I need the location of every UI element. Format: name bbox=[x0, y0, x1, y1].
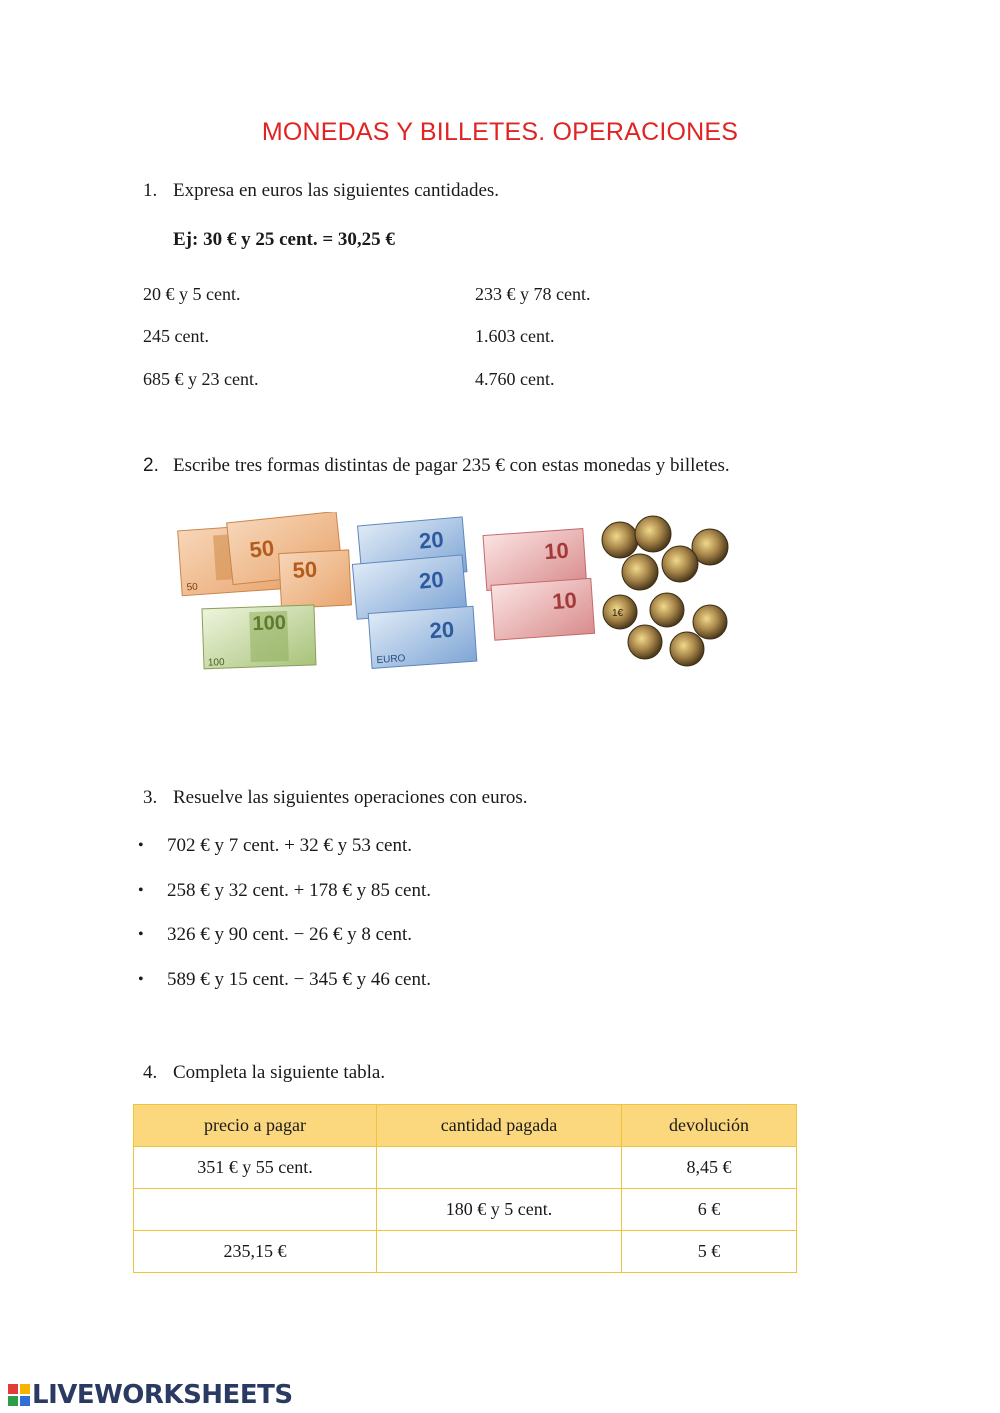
amount-item: 685 € y 23 cent. bbox=[143, 369, 259, 389]
question-1-number: 1. bbox=[143, 180, 158, 201]
question-4-text: Completa la siguiente tabla. bbox=[173, 1062, 386, 1083]
amount-item: 245 cent. bbox=[143, 326, 209, 346]
banknote-50 bbox=[279, 550, 352, 609]
coin-group-2euro bbox=[602, 516, 728, 590]
amount-item: 1.603 cent. bbox=[475, 326, 555, 346]
note-label: 50 bbox=[248, 535, 276, 563]
note-label: 20 bbox=[428, 616, 455, 644]
note-label: 100 bbox=[207, 657, 225, 669]
brand-name: LIVEWORKSHEETS bbox=[32, 1380, 293, 1410]
example: Ej: 30 € y 25 cent. = 30,25 € bbox=[173, 229, 395, 250]
table-cell: 235,15 € bbox=[134, 1231, 377, 1273]
amount-item: 20 € y 5 cent. bbox=[143, 284, 241, 304]
question-2-number: 2. bbox=[143, 455, 159, 476]
question-3-text: Resuelve las siguientes operaciones con euros. bbox=[173, 787, 528, 808]
table-header-row bbox=[134, 1105, 797, 1147]
table-row bbox=[134, 1231, 797, 1273]
money-illustration bbox=[175, 512, 735, 677]
table-cell: 8,45 € bbox=[622, 1147, 797, 1189]
operations-list bbox=[138, 828, 431, 1007]
page-title: MONEDAS Y BILLETES. OPERACIONES bbox=[261, 118, 739, 146]
coin bbox=[662, 546, 698, 582]
note-label: 50 bbox=[291, 556, 318, 583]
column-header: cantidad pagada bbox=[377, 1105, 622, 1147]
note-label: 10 bbox=[551, 587, 578, 615]
question-2 bbox=[143, 455, 730, 477]
banknote-20 bbox=[368, 606, 477, 668]
table-cell: 5 € bbox=[622, 1231, 797, 1273]
question-1 bbox=[143, 180, 499, 202]
liveworksheets-logo-icon bbox=[8, 1384, 30, 1406]
column-header: precio a pagar bbox=[134, 1105, 377, 1147]
list-item: • 589 € y 15 cent. − 345 € y 46 cent. bbox=[138, 969, 432, 991]
note-label: EURO bbox=[376, 653, 406, 667]
list-item: • 258 € y 32 cent. + 178 € y 85 cent. bbox=[138, 879, 432, 901]
banknote-100 bbox=[202, 605, 316, 669]
coin bbox=[628, 625, 662, 659]
question-1-text: Expresa en euros las siguientes cantidades. bbox=[173, 180, 500, 201]
note-label: 10 bbox=[543, 537, 570, 565]
coin bbox=[602, 522, 638, 558]
question-3 bbox=[143, 787, 528, 809]
banknote-10 bbox=[491, 578, 595, 640]
coin bbox=[670, 632, 704, 666]
note-label: 50 bbox=[186, 581, 199, 594]
answer-cell[interactable] bbox=[377, 1231, 622, 1273]
coin bbox=[693, 605, 727, 639]
table-row bbox=[134, 1189, 797, 1231]
note-label: 100 bbox=[252, 611, 287, 636]
coin bbox=[635, 516, 671, 552]
column-header: devolución bbox=[622, 1105, 797, 1147]
coin-label: 1€ bbox=[612, 608, 624, 619]
question-2-text: Escribe tres formas distintas de pagar 235 € con estas monedas y billetes. bbox=[173, 455, 730, 476]
question-4 bbox=[143, 1062, 385, 1084]
liveworksheets-logo[interactable] bbox=[8, 1380, 293, 1410]
table-cell: 180 € y 5 cent. bbox=[377, 1189, 622, 1231]
answer-cell[interactable] bbox=[134, 1189, 377, 1231]
question-3-number: 3. bbox=[143, 787, 158, 808]
note-label: 20 bbox=[418, 526, 445, 554]
table-cell: 351 € y 55 cent. bbox=[134, 1147, 377, 1189]
amount-item: 4.760 cent. bbox=[475, 369, 555, 389]
change-table bbox=[133, 1104, 797, 1273]
table-cell: 6 € bbox=[622, 1189, 797, 1231]
question-4-number: 4. bbox=[143, 1062, 158, 1083]
coin bbox=[650, 593, 684, 627]
list-item: • 702 € y 7 cent. + 32 € y 53 cent. bbox=[138, 835, 413, 856]
coin-group-1euro bbox=[603, 593, 727, 666]
table-row bbox=[134, 1147, 797, 1189]
list-item: • 326 € y 90 cent. − 26 € y 8 cent. bbox=[138, 924, 413, 946]
note-label: 20 bbox=[418, 566, 445, 594]
coin bbox=[622, 554, 658, 590]
amount-item: 233 € y 78 cent. bbox=[475, 284, 591, 304]
answer-cell[interactable] bbox=[377, 1147, 622, 1189]
